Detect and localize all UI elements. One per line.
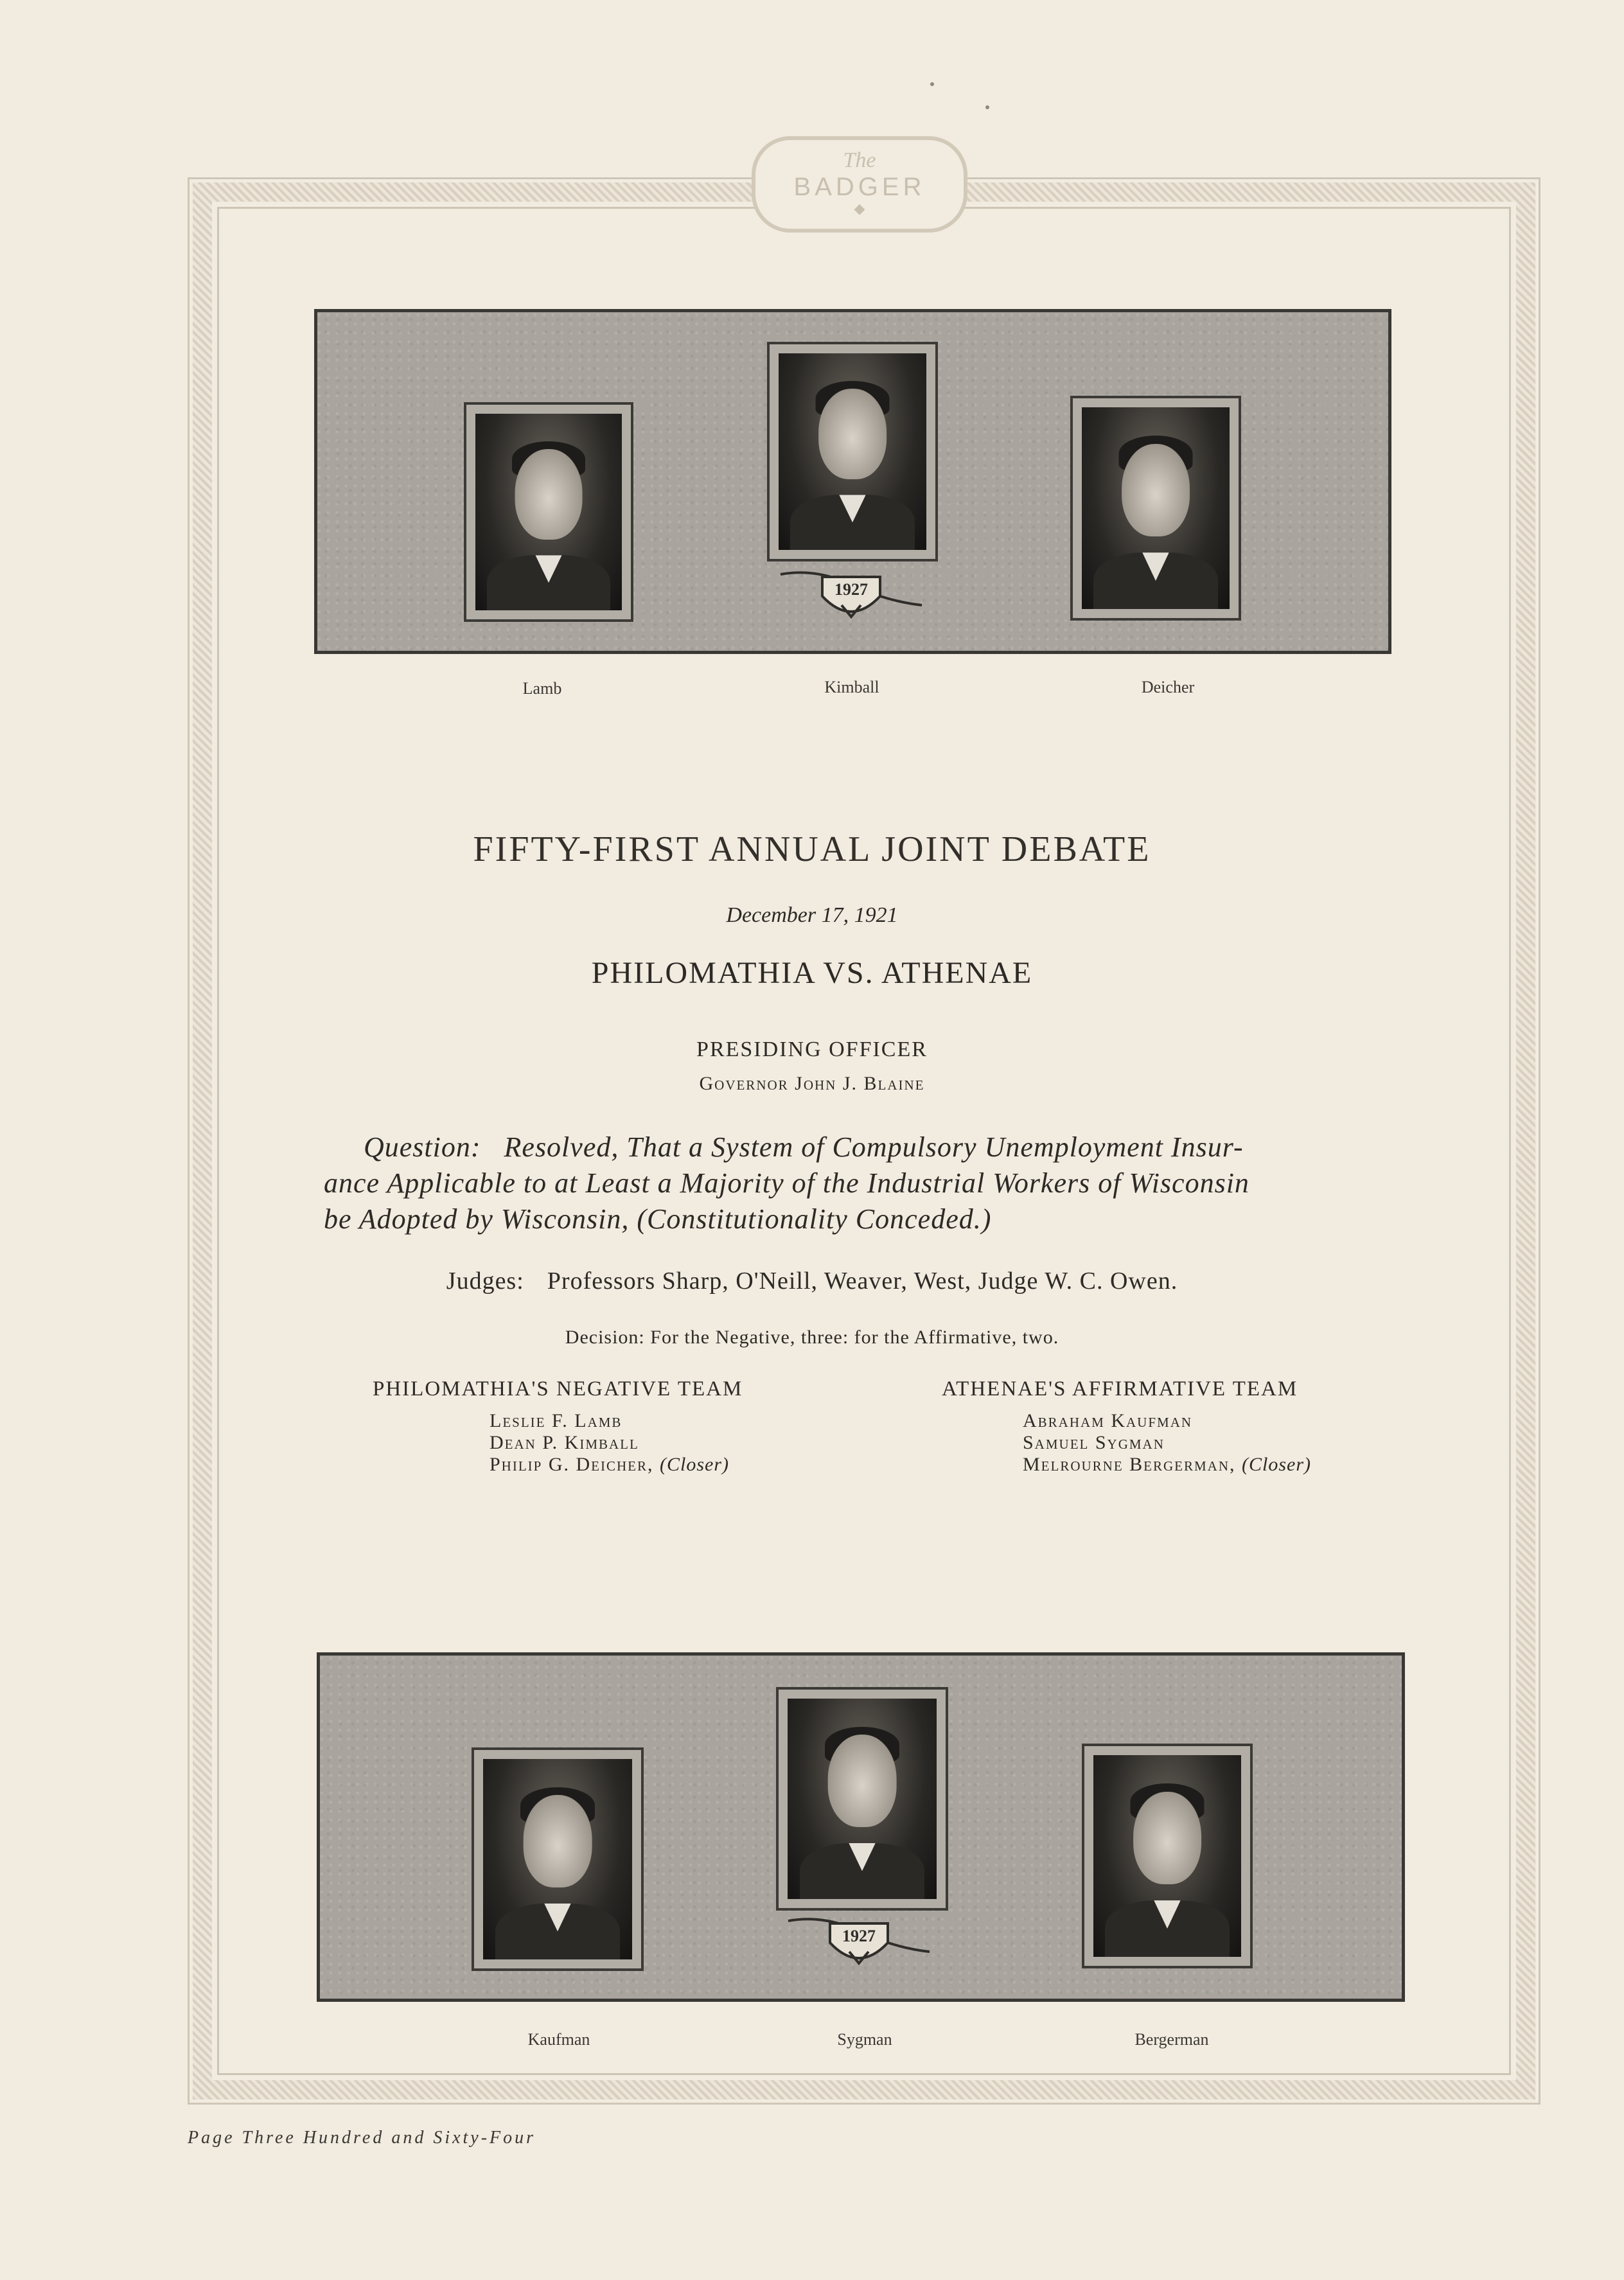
- caption-deicher: Deicher: [1141, 678, 1195, 696]
- class-emblem-icon: [777, 565, 925, 627]
- paper-speck: [930, 82, 934, 86]
- affirmative-team: [942, 1377, 1311, 1476]
- negative-member-closer: [490, 1454, 743, 1476]
- question-label: Question:: [364, 1131, 481, 1163]
- question-line-2: ance Applicable to at Least a Majority of the Industrial Workers of Wisconsin: [324, 1167, 1249, 1199]
- portrait-kaufman: [472, 1747, 644, 1971]
- portrait-lamb: [464, 402, 633, 622]
- affirmative-member: Abraham Kaufman: [1023, 1410, 1193, 1431]
- emblem-year-text: 1927: [842, 1927, 876, 1945]
- presiding-officer-label: PRESIDING OFFICER: [696, 1038, 928, 1061]
- caption-sygman: Sygman: [837, 2030, 892, 2049]
- negative-team-heading: PHILOMATHIA'S NEGATIVE TEAM: [373, 1377, 743, 1401]
- caption-lamb: Lamb: [522, 679, 562, 698]
- page-number-footer: Page Three Hundred and Sixty-Four: [188, 2128, 536, 2148]
- affirmative-closer-name: Melrourne Bergerman,: [1023, 1454, 1236, 1475]
- decision-line: Decision: For the Negative, three: for the Affirmative, two.: [565, 1327, 1059, 1348]
- caption-bergerman: Bergerman: [1134, 2030, 1209, 2049]
- question-line-3: be Adopted by Wisconsin, (Constitutionality Conceded.): [324, 1203, 992, 1235]
- negative-member: Leslie F. Lamb: [490, 1410, 622, 1431]
- debate-versus: PHILOMATHIA VS. ATHENAE: [591, 956, 1033, 990]
- ornament-badger-text: BADGER: [793, 173, 926, 201]
- emblem-year-text: 1927: [834, 580, 868, 599]
- ornament-the-text: The: [843, 148, 876, 172]
- negative-team: [373, 1377, 743, 1476]
- affirmative-member: Samuel Sygman: [1023, 1432, 1165, 1453]
- presiding-officer-name: Governor John J. Blaine: [699, 1073, 925, 1094]
- negative-closer-note: (Closer): [660, 1454, 730, 1475]
- judges-line: [0, 1267, 1624, 1295]
- portrait-bergerman: [1082, 1744, 1253, 1968]
- ornament-flourish-icon: ◆: [854, 200, 865, 217]
- class-emblem-icon: [785, 1912, 933, 1974]
- affirmative-member-closer: [1023, 1454, 1311, 1476]
- paper-speck: [985, 105, 989, 109]
- question-line-1: Resolved, That a System of Compulsory Unemployment Insur-: [504, 1131, 1244, 1163]
- judges-label: Judges:: [446, 1268, 524, 1295]
- page-title: FIFTY-FIRST ANNUAL JOINT DEBATE: [473, 829, 1151, 869]
- portrait-deicher: [1070, 396, 1241, 621]
- affirmative-closer-note: (Closer): [1242, 1454, 1312, 1475]
- debate-question: [324, 1129, 1416, 1237]
- judges-names: Professors Sharp, O'Neill, Weaver, West, Judge W. C. Owen.: [547, 1268, 1178, 1295]
- negative-member: Dean P. Kimball: [490, 1432, 639, 1453]
- caption-kimball: Kimball: [824, 678, 879, 696]
- affirmative-team-heading: ATHENAE'S AFFIRMATIVE TEAM: [942, 1377, 1298, 1401]
- portrait-sygman: [776, 1687, 948, 1911]
- debate-date: December 17, 1921: [726, 903, 898, 927]
- negative-closer-name: Philip G. Deicher,: [490, 1454, 654, 1475]
- portrait-kimball: [767, 342, 938, 561]
- badger-ornament: [752, 136, 967, 233]
- caption-kaufman: Kaufman: [527, 2030, 590, 2049]
